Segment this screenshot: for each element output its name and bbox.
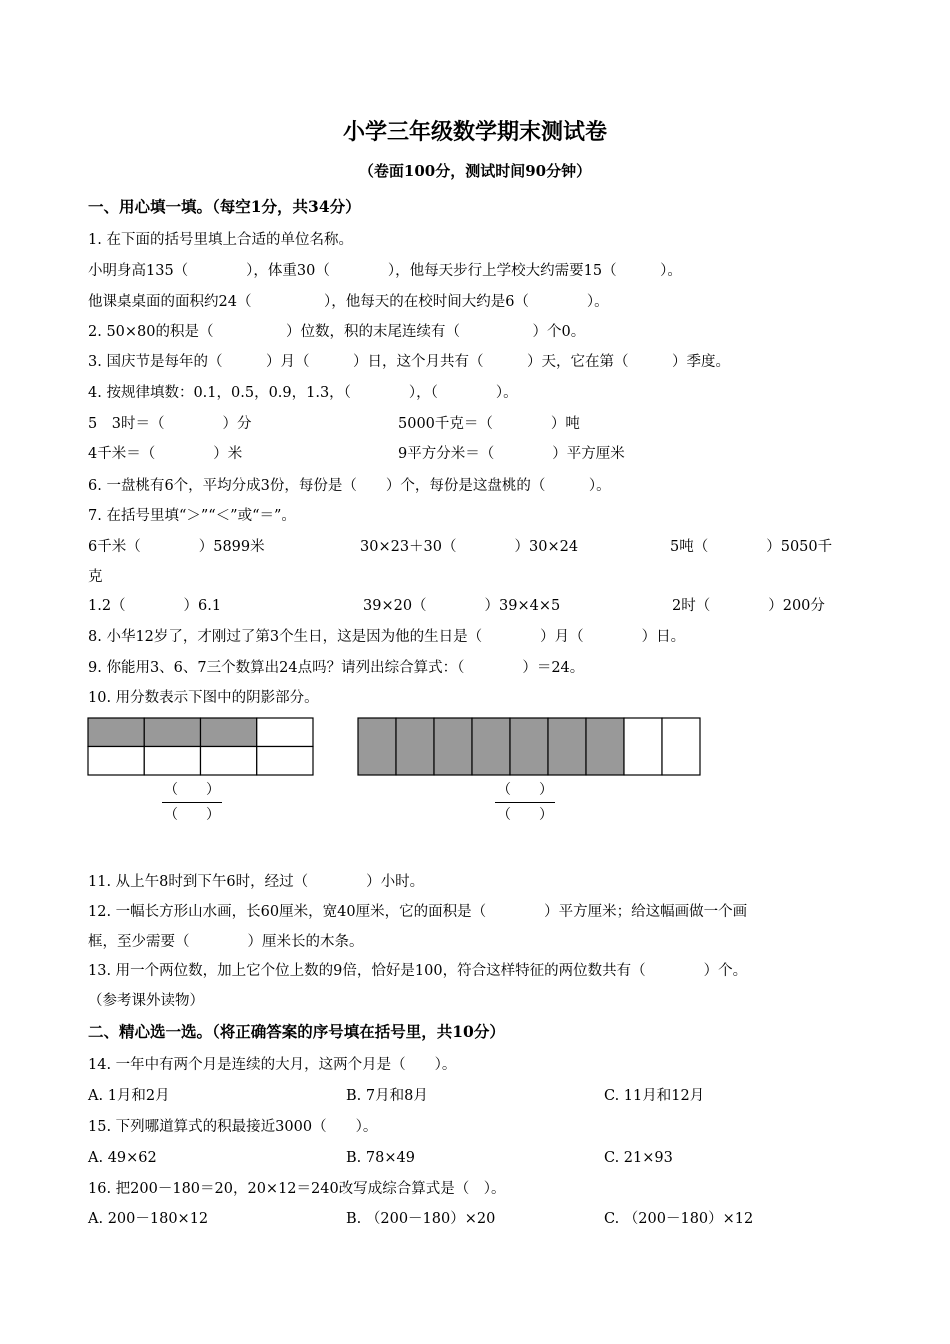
fraction-2-bar bbox=[495, 802, 555, 803]
fraction-2-numerator: （ ） bbox=[497, 782, 553, 798]
fraction-answer-1[interactable] bbox=[162, 781, 222, 824]
shaded-cell bbox=[472, 718, 510, 775]
q7-r2c: 2时（ ）200分 bbox=[672, 598, 825, 614]
q7-r2a: 1.2（ ）6.1 bbox=[88, 598, 222, 614]
q14-stem: 14. 一年中有两个月是连续的大月，这两个月是（ ）。 bbox=[88, 1057, 457, 1073]
q1-line2: 他课桌桌面的面积约24（ ），他每天的在校时间大约是6（ ）。 bbox=[88, 294, 609, 310]
q7-r1c: 5吨（ ）5050千 bbox=[670, 539, 833, 555]
q5-b: 5000千克＝（ ）吨 bbox=[398, 416, 580, 432]
empty-cell bbox=[88, 747, 144, 776]
fraction-figure-1 bbox=[88, 718, 313, 775]
q3: 3. 国庆节是每年的（ ）月（ ）日，这个月共有（ ）天，它在第（ ）季度。 bbox=[88, 354, 730, 370]
shaded-cell bbox=[548, 718, 586, 775]
q16-option-c[interactable]: C. （200－180）×12 bbox=[604, 1211, 754, 1227]
q15-stem: 15. 下列哪道算式的积最接近3000（ ）。 bbox=[88, 1119, 378, 1135]
q7-r2b: 39×20（ ）39×4×5 bbox=[363, 598, 561, 614]
fraction-1-numerator: （ ） bbox=[164, 782, 220, 798]
shaded-cell bbox=[144, 718, 200, 747]
shaded-cell bbox=[396, 718, 434, 775]
q12-line1: 12. 一幅长方形山水画，长60厘米，宽40厘米，它的面积是（ ）平方厘米；给这幅画做一个画 bbox=[88, 904, 748, 920]
page-title: 小学三年级数学期末测试卷 bbox=[342, 119, 607, 145]
q11: 11. 从上午8时到下午6时，经过（ ）小时。 bbox=[88, 874, 425, 890]
empty-cell bbox=[201, 747, 257, 776]
shaded-cell bbox=[201, 718, 257, 747]
q8: 8. 小华12岁了，才刚过了第3个生日，这是因为他的生日是（ ）月（ ）日。 bbox=[88, 629, 686, 645]
q14-option-b[interactable]: B. 7月和8月 bbox=[346, 1088, 428, 1104]
fraction-2-denominator: （ ） bbox=[497, 807, 553, 823]
section2-heading: 二、精心选一选。（将正确答案的序号填在括号里，共10分） bbox=[88, 1022, 505, 1041]
q16-option-b[interactable]: B. （200－180）×20 bbox=[346, 1211, 496, 1227]
empty-cell bbox=[144, 747, 200, 776]
shaded-cell bbox=[510, 718, 548, 775]
fraction-1-bar bbox=[162, 802, 222, 803]
q5-c: 4千米＝（ ）米 bbox=[88, 446, 243, 462]
page-subtitle: （卷面100分，测试时间90分钟） bbox=[358, 162, 592, 180]
q1-line1: 小明身高135（ ），体重30（ ），他每天步行上学校大约需要15（ ）。 bbox=[88, 263, 682, 279]
shaded-cell bbox=[88, 718, 144, 747]
q13-line2: （参考课外读物） bbox=[88, 993, 204, 1009]
q15-option-c[interactable]: C. 21×93 bbox=[604, 1150, 673, 1166]
q5-d: 9平方分米＝（ ）平方厘米 bbox=[398, 446, 625, 462]
q7-stem: 7. 在括号里填“＞”“＜”或“＝”。 bbox=[88, 508, 296, 524]
empty-cell bbox=[257, 747, 313, 776]
q15-option-a[interactable]: A. 49×62 bbox=[88, 1150, 157, 1166]
q4: 4. 按规律填数：0.1，0.5，0.9，1.3，（ ），（ ）。 bbox=[88, 385, 518, 401]
q2: 2. 50×80的积是（ ）位数，积的末尾连续有（ ）个0。 bbox=[88, 324, 586, 340]
shaded-cell bbox=[358, 718, 396, 775]
section1-heading: 一、用心填一填。（每空1分，共34分） bbox=[88, 197, 361, 216]
q13-line1: 13. 用一个两位数，加上它个位上数的9倍，恰好是100，符合这样特征的两位数共有（ ）个。 bbox=[88, 963, 748, 979]
fraction-answer-2[interactable] bbox=[495, 781, 555, 824]
q7-r1a: 6千米（ ）5899米 bbox=[88, 539, 265, 555]
fraction-1-denominator: （ ） bbox=[164, 807, 220, 823]
q16-stem: 16. 把200－180＝20，20×12＝240改写成综合算式是（ ）。 bbox=[88, 1181, 506, 1197]
q14-option-a[interactable]: A. 1月和2月 bbox=[88, 1088, 170, 1104]
q9: 9. 你能用3、6、7三个数算出24点吗？请列出综合算式：（ ）＝24。 bbox=[88, 660, 585, 676]
q16-option-a[interactable]: A. 200－180×12 bbox=[88, 1211, 209, 1227]
shaded-cell bbox=[434, 718, 472, 775]
q1-stem: 1. 在下面的括号里填上合适的单位名称。 bbox=[88, 232, 353, 248]
empty-cell bbox=[257, 718, 313, 747]
q15-option-b[interactable]: B. 78×49 bbox=[346, 1150, 415, 1166]
q10-stem: 10. 用分数表示下图中的阴影部分。 bbox=[88, 690, 319, 706]
q7-r1b: 30×23＋30（ ）30×24 bbox=[360, 539, 579, 555]
q6: 6. 一盘桃有6个，平均分成3份，每份是（ ）个，每份是这盘桃的（ ）。 bbox=[88, 478, 611, 494]
q7-r1wrap: 克 bbox=[88, 569, 103, 585]
empty-cell bbox=[624, 718, 662, 775]
q5-a: 5 3时＝（ ）分 bbox=[88, 416, 252, 432]
q14-option-c[interactable]: C. 11月和12月 bbox=[604, 1088, 705, 1104]
fraction-figure-2 bbox=[358, 718, 700, 775]
empty-cell bbox=[662, 718, 700, 775]
q12-line2: 框，至少需要（ ）厘米长的木条。 bbox=[88, 934, 364, 950]
shaded-cell bbox=[586, 718, 624, 775]
